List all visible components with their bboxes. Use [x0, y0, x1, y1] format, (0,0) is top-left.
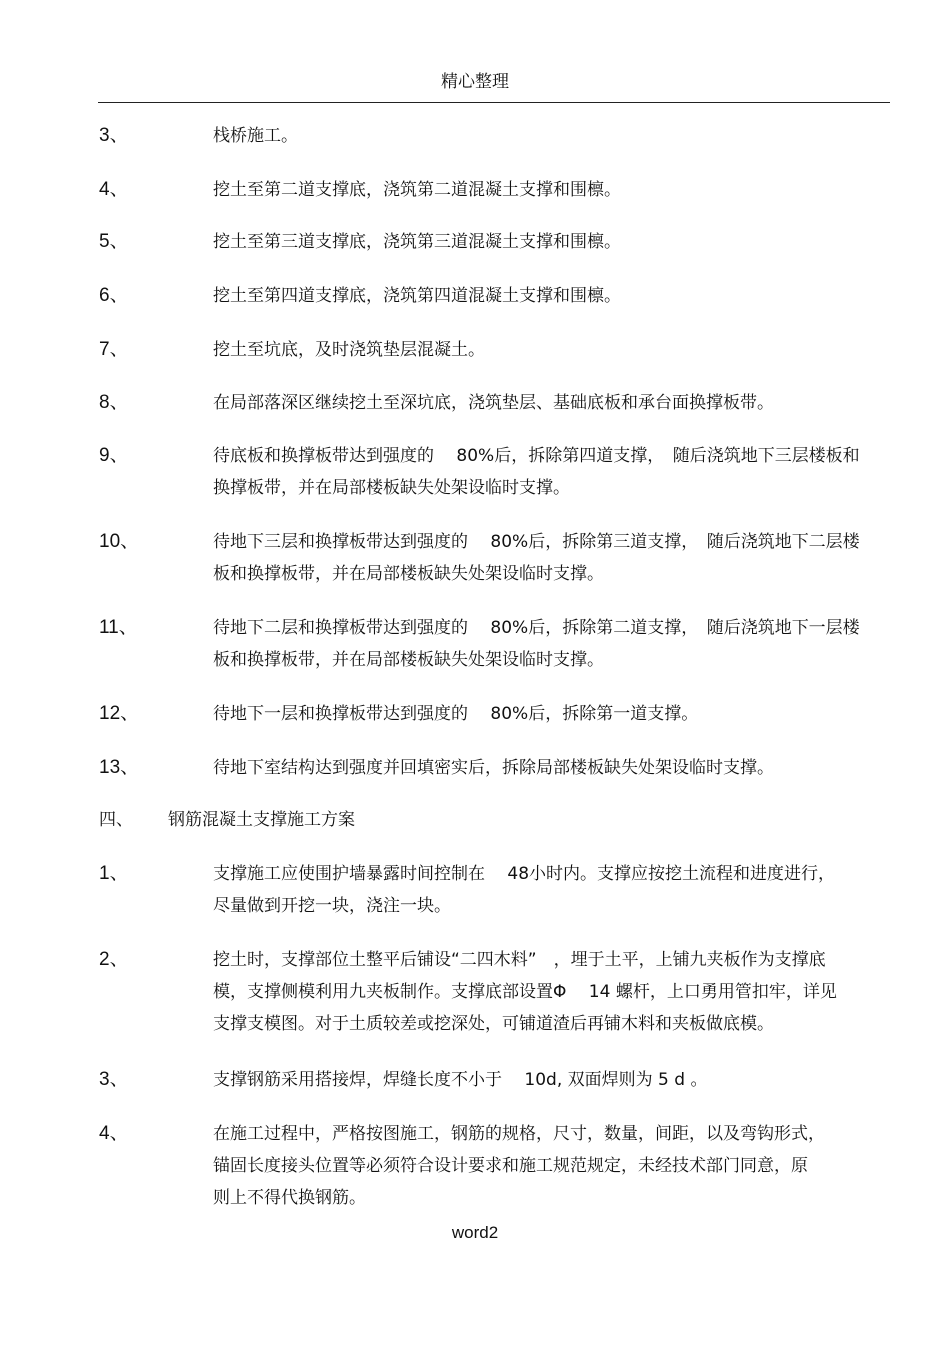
- item-line: 尽量做到开挖一块，浇注一块。: [213, 896, 451, 916]
- item-line: 挖土至第二道支撑底，浇筑第二道混凝土支撑和围檩。: [213, 180, 621, 200]
- item-number: 8、: [99, 392, 129, 413]
- item-line: 待地下室结构达到强度并回填密实后，拆除局部楼板缺失处架设临时支撑。: [213, 758, 774, 778]
- item-line: 在施工过程中，严格按图施工，钢筋的规格，尺寸，数量，间距，以及弯钩形式，: [213, 1124, 825, 1144]
- item-number: 12、: [99, 703, 140, 724]
- item-number: 13、: [99, 757, 140, 778]
- item-text: [213, 334, 883, 366]
- item-line: 挖土时，支撑部位土整平后铺设“二四木料” ，埋于土平，上铺九夹板作为支撑底: [213, 950, 826, 970]
- item-number: 3、: [99, 125, 129, 146]
- item-number: 10、: [99, 531, 140, 552]
- item-text: [213, 1118, 883, 1214]
- item-line: 挖土至坑底，及时浇筑垫层混凝土。: [213, 340, 485, 360]
- item-number: 9、: [99, 445, 129, 466]
- item-text: [213, 752, 883, 784]
- item-text: [213, 387, 883, 419]
- item-text: [213, 612, 883, 676]
- item-line: 支撑支模图。对于土质较差或挖深处，可铺道渣后再铺木料和夹板做底模。: [213, 1014, 774, 1034]
- item-line: 挖土至第三道支撑底，浇筑第三道混凝土支撑和围檩。: [213, 232, 621, 252]
- item-number: 2、: [99, 949, 129, 970]
- item-line: 栈桥施工。: [213, 126, 298, 146]
- item-line: 待地下一层和换撑板带达到强度的 80%后，拆除第一道支撑。: [213, 704, 699, 724]
- item-text: [213, 698, 883, 730]
- item-line: 待底板和换撑板带达到强度的 80%后，拆除第四道支撑， 随后浇筑地下三层楼板和: [213, 446, 860, 466]
- item-number: 11、: [99, 617, 138, 638]
- item-line: 在局部落深区继续挖土至深坑底，浇筑垫层、基础底板和承台面换撑板带。: [213, 393, 774, 413]
- item-text: [213, 174, 883, 206]
- item-text: [213, 858, 883, 922]
- item-line: 换撑板带，并在局部楼板缺失处架设临时支撑。: [213, 478, 570, 498]
- item-number: 4、: [99, 179, 129, 200]
- item-number: 7、: [99, 339, 129, 360]
- item-line: 支撑钢筋采用搭接焊，焊缝长度不小于 10d, 双面焊则为 5 d 。: [213, 1070, 708, 1090]
- page-header: 精心整理: [441, 72, 509, 92]
- item-text: [213, 526, 883, 590]
- item-text: [213, 226, 883, 258]
- page-footer: word2: [451, 1223, 499, 1242]
- item-text: [213, 944, 883, 1040]
- section-title: 钢筋混凝土支撑施工方案: [168, 810, 355, 830]
- item-line: 模，支撑侧模利用九夹板制作。支撑底部设置Φ 14 螺杆，上口勇用管扣牢，详见: [213, 982, 837, 1002]
- item-number: 4、: [99, 1123, 129, 1144]
- item-text: [213, 120, 883, 152]
- item-line: 锚固长度接头位置等必须符合设计要求和施工规范规定，未经技术部门同意，原: [213, 1156, 808, 1176]
- item-number: 1、: [99, 863, 129, 884]
- item-text: [213, 440, 883, 504]
- item-line: 板和换撑板带，并在局部楼板缺失处架设临时支撑。: [213, 650, 604, 670]
- item-line: 支撑施工应使围护墙暴露时间控制在 48小时内。支撑应按挖土流程和进度进行，: [213, 864, 836, 884]
- header-rule: [98, 102, 890, 103]
- item-line: 板和换撑板带，并在局部楼板缺失处架设临时支撑。: [213, 564, 604, 584]
- item-text: [213, 1064, 883, 1096]
- item-line: 挖土至第四道支撑底，浇筑第四道混凝土支撑和围檩。: [213, 286, 621, 306]
- item-number: 6、: [99, 285, 129, 306]
- item-line: 待地下二层和换撑板带达到强度的 80%后，拆除第二道支撑， 随后浇筑地下一层楼: [213, 618, 860, 638]
- item-line: 待地下三层和换撑板带达到强度的 80%后，拆除第三道支撑， 随后浇筑地下二层楼: [213, 532, 860, 552]
- item-line: 则上不得代换钢筋。: [213, 1188, 366, 1208]
- item-number: 3、: [99, 1069, 129, 1090]
- item-text: [213, 280, 883, 312]
- item-number: 5、: [99, 231, 129, 252]
- section-number: 四、: [99, 810, 133, 830]
